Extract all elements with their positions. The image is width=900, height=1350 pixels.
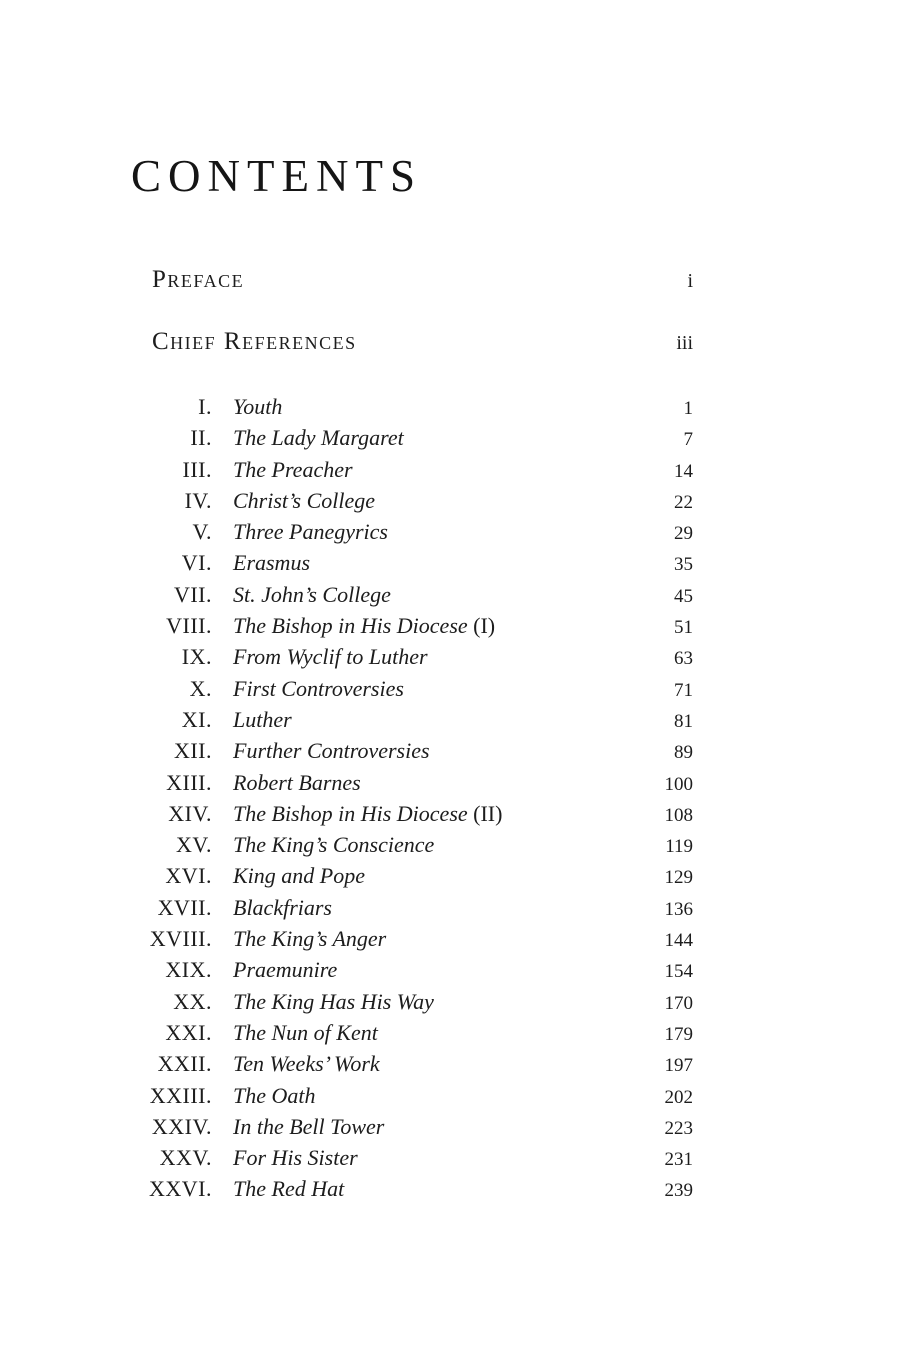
chapter-page-number: 170	[664, 992, 693, 1014]
chapter-page-number: 100	[664, 773, 693, 795]
table-row	[131, 832, 693, 863]
chief-references-page-number: iii	[676, 332, 693, 354]
chapter-title	[233, 707, 292, 733]
chapter-numeral: XI.	[181, 706, 212, 732]
chapter-title-suffix: (II)	[467, 800, 503, 826]
chapter-page-number: 154	[664, 961, 693, 983]
chapter-title	[233, 676, 404, 702]
chapter-page-number: 29	[674, 523, 693, 545]
chapter-page-number: 7	[683, 429, 693, 451]
chapter-page-number: 89	[674, 742, 693, 764]
chapter-title	[233, 895, 332, 921]
table-row	[131, 1083, 693, 1114]
table-row	[131, 550, 693, 581]
table-row	[131, 738, 693, 769]
chapter-numeral: III.	[182, 456, 212, 482]
chapter-title	[233, 926, 386, 952]
chapter-numeral: X.	[189, 675, 212, 701]
chapter-page-number: 119	[665, 836, 693, 858]
chapter-title-text: From Wyclif to Luther	[233, 644, 428, 670]
front-matter-row-preface	[131, 266, 693, 294]
chapter-numeral: VIII.	[166, 613, 212, 639]
chapter-page-number: 81	[674, 710, 693, 732]
chapter-numeral: XXII.	[157, 1051, 212, 1077]
table-row	[131, 863, 693, 894]
chapter-title-text: St. John’s College	[233, 581, 391, 607]
chapter-title-text: The King’s Conscience	[233, 832, 435, 858]
chapter-title	[233, 550, 310, 576]
table-row	[131, 1051, 693, 1082]
chapter-numeral: IX.	[181, 644, 212, 670]
chapter-page-number: 14	[674, 460, 693, 482]
chapter-numeral: XXV.	[159, 1145, 212, 1171]
chapter-title-text: Robert Barnes	[233, 769, 361, 795]
chapter-title-text: Youth	[233, 394, 283, 419]
chapter-page-number: 1	[683, 398, 693, 419]
chapter-title-text: In the Bell Tower	[233, 1113, 385, 1139]
chapter-title-text: Erasmus	[233, 550, 311, 576]
chapter-numeral: IV.	[184, 487, 212, 513]
chief-references-label: Chief References	[152, 328, 357, 355]
table-row	[131, 1145, 693, 1176]
chapter-title-text: Praemunire	[233, 957, 338, 983]
chapter-title-text: The Nun of Kent	[233, 1019, 378, 1045]
chapter-numeral: XIV.	[168, 800, 212, 826]
chapter-title-text: The Red Hat	[233, 1176, 345, 1202]
table-row	[131, 676, 693, 707]
chapter-page-number: 129	[664, 867, 693, 889]
chapter-numeral: II.	[190, 425, 212, 451]
chapter-title-text: King and Pope	[233, 863, 365, 889]
table-row	[131, 582, 693, 613]
chapter-page-number: 202	[664, 1086, 693, 1108]
table-row	[131, 613, 693, 644]
chapter-title-suffix: (I)	[467, 613, 496, 639]
chapter-title	[233, 394, 282, 420]
chapter-title-text: Blackfriars	[233, 894, 332, 920]
chapter-title-text: The Lady Margaret	[233, 425, 404, 451]
chapter-numeral: XII.	[173, 738, 212, 764]
chapter-page-number: 239	[664, 1180, 693, 1202]
chapter-page-number: 223	[664, 1117, 693, 1139]
table-row	[131, 707, 693, 738]
chapter-title	[233, 582, 391, 608]
chapter-numeral: V.	[192, 519, 212, 545]
chapter-page-number: 51	[674, 617, 693, 639]
chapter-page-number: 35	[674, 554, 693, 576]
chapter-page-number: 144	[664, 930, 693, 952]
chapter-title	[233, 1114, 384, 1140]
chapter-page-number: 63	[674, 648, 693, 670]
chapter-title-text: Three Panegyrics	[233, 519, 388, 545]
chapter-numeral: XX.	[173, 988, 212, 1014]
chapter-title	[233, 457, 353, 483]
chapter-page-number: 179	[664, 1023, 693, 1045]
chapter-title-text: Christ’s College	[233, 487, 376, 513]
table-row	[131, 425, 693, 456]
table-row	[131, 1176, 693, 1207]
chapter-title-text: The Bishop in His Diocese	[233, 800, 468, 826]
chapter-page-number: 231	[664, 1149, 693, 1171]
table-row	[131, 488, 693, 519]
preface-label: Preface	[152, 266, 245, 293]
chapter-title-text: The Oath	[233, 1082, 316, 1108]
table-row	[131, 989, 693, 1020]
chapter-page-number: 45	[674, 585, 693, 607]
table-row	[131, 644, 693, 675]
chapter-title	[233, 1145, 358, 1171]
table-row	[131, 926, 693, 957]
chapter-numeral: VI.	[181, 550, 212, 576]
chapter-numeral: I.	[198, 394, 212, 419]
chapter-numeral: XVII.	[157, 894, 212, 920]
chapter-title	[233, 801, 502, 827]
chapter-page-number: 136	[664, 898, 693, 920]
chapter-page-number: 22	[674, 491, 693, 513]
chapter-title	[233, 1176, 344, 1202]
chapter-numeral: XXI.	[165, 1019, 212, 1045]
chapter-numeral: XVI.	[165, 863, 212, 889]
chapter-title-text: The King’s Anger	[233, 926, 387, 952]
chapter-title	[233, 989, 434, 1015]
front-matter-row-chief-references	[131, 328, 693, 356]
chapter-title	[233, 644, 428, 670]
chapter-title	[233, 425, 404, 451]
chapter-title	[233, 832, 434, 858]
chapter-numeral: VII.	[173, 581, 212, 607]
chapter-numeral: XIII.	[166, 769, 212, 795]
preface-page-number: i	[687, 270, 693, 292]
table-row	[131, 394, 693, 425]
chapter-title-text: Luther	[233, 706, 292, 732]
chapter-title	[233, 1083, 316, 1109]
table-row	[131, 770, 693, 801]
chapter-title-text: First Controversies	[233, 675, 404, 701]
table-row	[131, 895, 693, 926]
table-row	[131, 457, 693, 488]
chapter-numeral: XVIII.	[149, 926, 212, 952]
chapter-page-number: 71	[674, 679, 693, 701]
table-row	[131, 1020, 693, 1051]
chapter-numeral: XXVI.	[149, 1176, 212, 1202]
chapter-numeral: XIX.	[165, 957, 212, 983]
table-row	[131, 519, 693, 550]
chapter-numeral: XXIII.	[149, 1082, 212, 1108]
chapter-title	[233, 488, 375, 514]
chapter-title-text: The Bishop in His Diocese	[233, 613, 468, 639]
chapter-title	[233, 957, 337, 983]
chapter-numeral: XXIV.	[151, 1113, 212, 1139]
chapter-title	[233, 1020, 378, 1046]
chapter-title	[233, 738, 430, 764]
chapter-title	[233, 770, 361, 796]
chapter-title	[233, 613, 495, 639]
chapter-page-number: 108	[664, 804, 693, 826]
chapter-page-number: 197	[664, 1055, 693, 1077]
chapter-list	[131, 394, 693, 1208]
chapter-numeral: XV.	[176, 832, 212, 858]
page-title: CONTENTS	[131, 151, 422, 201]
chapter-title-text: Further Controversies	[233, 738, 430, 764]
chapter-title	[233, 1051, 380, 1077]
chapter-title-text: The Preacher	[233, 456, 353, 482]
chapter-title	[233, 863, 365, 889]
chapter-title-text: The King Has His Way	[233, 988, 434, 1014]
chapter-title	[233, 519, 388, 545]
chapter-title-text: For His Sister	[233, 1145, 358, 1171]
chapter-title-text: Ten Weeks’ Work	[233, 1051, 380, 1077]
table-row	[131, 957, 693, 988]
table-row	[131, 801, 693, 832]
table-row	[131, 1114, 693, 1145]
